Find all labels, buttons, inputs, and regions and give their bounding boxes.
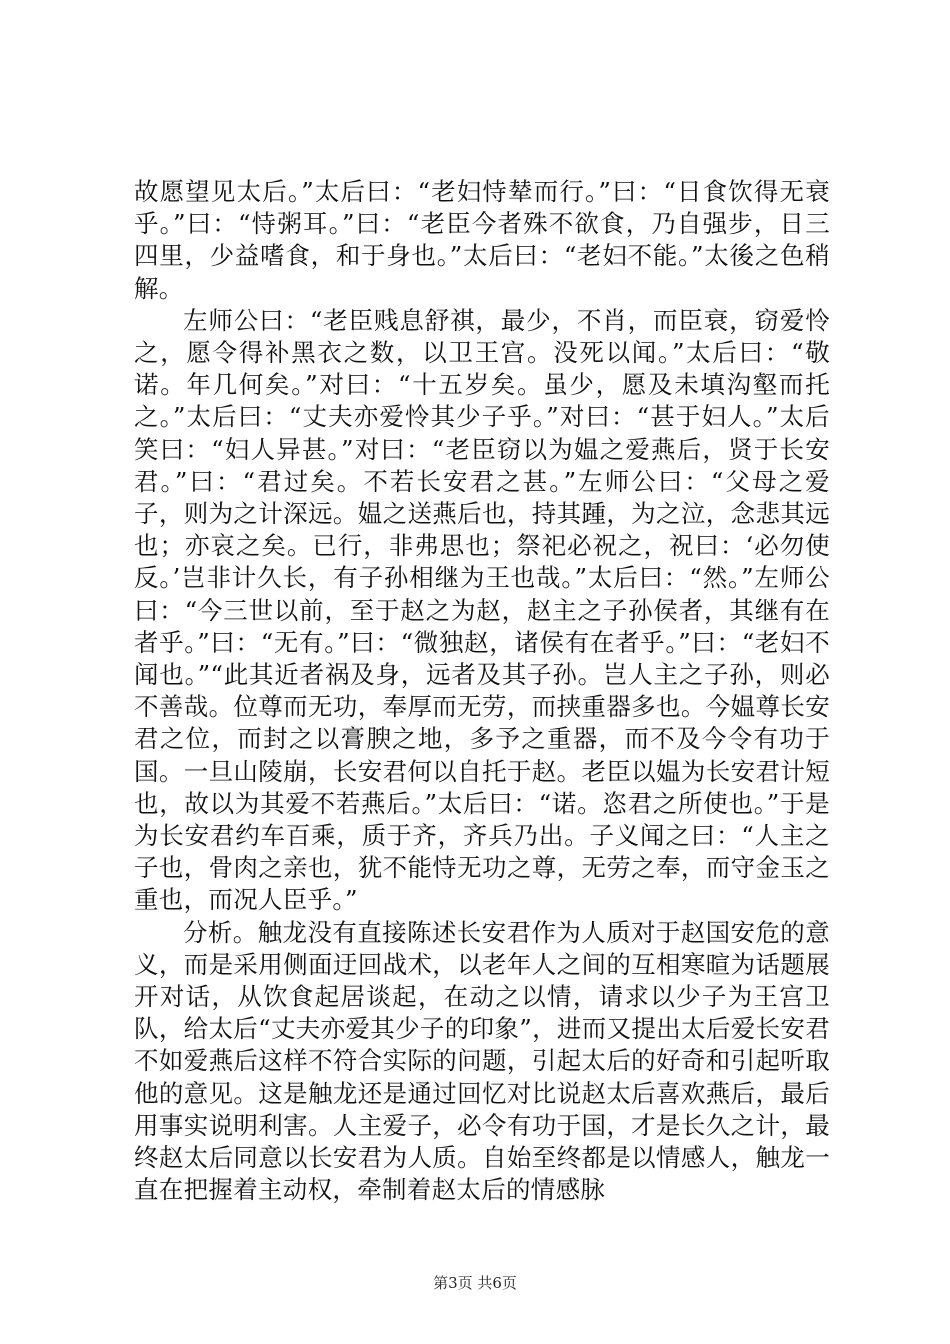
document-body	[134, 176, 830, 1207]
page-footer	[0, 1272, 950, 1293]
paragraph-2: 左师公曰：“老臣贱息舒祺，最少，不肖，而臣衰，窃爱怜之，愿令得补黑衣之数，以卫王宫。没死以闻。”太后曰：“敬诺。年几何矣。”对曰：“十五岁矣。虽少，愿及未填沟壑而托之。”太后曰：“丈夫亦爱怜其少子乎。”对曰：“甚于妇人。”太后笑曰：“妇人异甚。”对曰：“老臣窃以为媪之爱燕后，贤于长安君。”曰：“君过矣。不若长安君之甚。”左师公曰：“父母之爱子，则为之计深远。媪之送燕后也，持其踵，为之泣，念悲其远也；亦哀之矣。已行，非弗思也；祭祀必祝之，祝曰：‘必勿使反。’岂非计久长，有子孙相继为王也哉。”太后曰：“然。”左师公曰：“今三世以前，至于赵之为赵，赵主之子孙侯者，其继有在者乎。”曰：“无有。”曰：“微独赵，诸侯有在者乎。”曰：“老妇不闻也。”“此其近者祸及身，远者及其子孙。岂人主之子孙，则必不善哉。位尊而无功，奉厚而无劳，而挟重器多也。今媪尊长安君之位，而封之以膏腴之地，多予之重器，而不及今令有功于国。一旦山陵崩，长安君何以自托于赵。老臣以媪为长安君计短也，故以为其爱不若燕后。”太后曰：“诺。恣君之所使也。”于是为长安君约车百乘，质于齐，齐兵乃出。子义闻之曰：“人主之子也，骨肉之亲也，犹不能恃无功之尊，无劳之奉，而守金玉之重也，而况人臣乎。”	[134, 305, 831, 915]
paragraph-1: 故愿望见太后。”太后曰：“老妇恃辇而行。”曰：“日食饮得无衰乎。”曰：“恃粥耳。”曰：“老臣今者殊不欲食，乃自强步，日三四里，少益嗜食，和于身也。”太后曰：“老妇不能。”太後之色稍解。	[134, 177, 830, 303]
paragraph-3: 分析。触龙没有直接陈述长安君作为人质对于赵国安危的意义，而是采用侧面迂回战术，以老年人之间的互相寒暄为话题展开对话，从饮食起居谈起，在动之以情，请求以少子为王宫卫队，给太后“丈夫亦爱其少子的印象”，进而又提出太后爱长安君不如爱燕后这样不符合实际的问题，引起太后的好奇和引起听取他的意见。这是触龙还是通过回忆对比说赵太后喜欢燕后，最后用事实说明利害。人主爱子，必令有功于国，才是长久之计，最终赵太后同意以长安君为人质。自始至终都是以情感人，触龙一直在把握着主动权，牵制着赵太后的情感脉	[134, 917, 830, 1205]
page-number-label: 第3页 共6页	[433, 1274, 517, 1292]
